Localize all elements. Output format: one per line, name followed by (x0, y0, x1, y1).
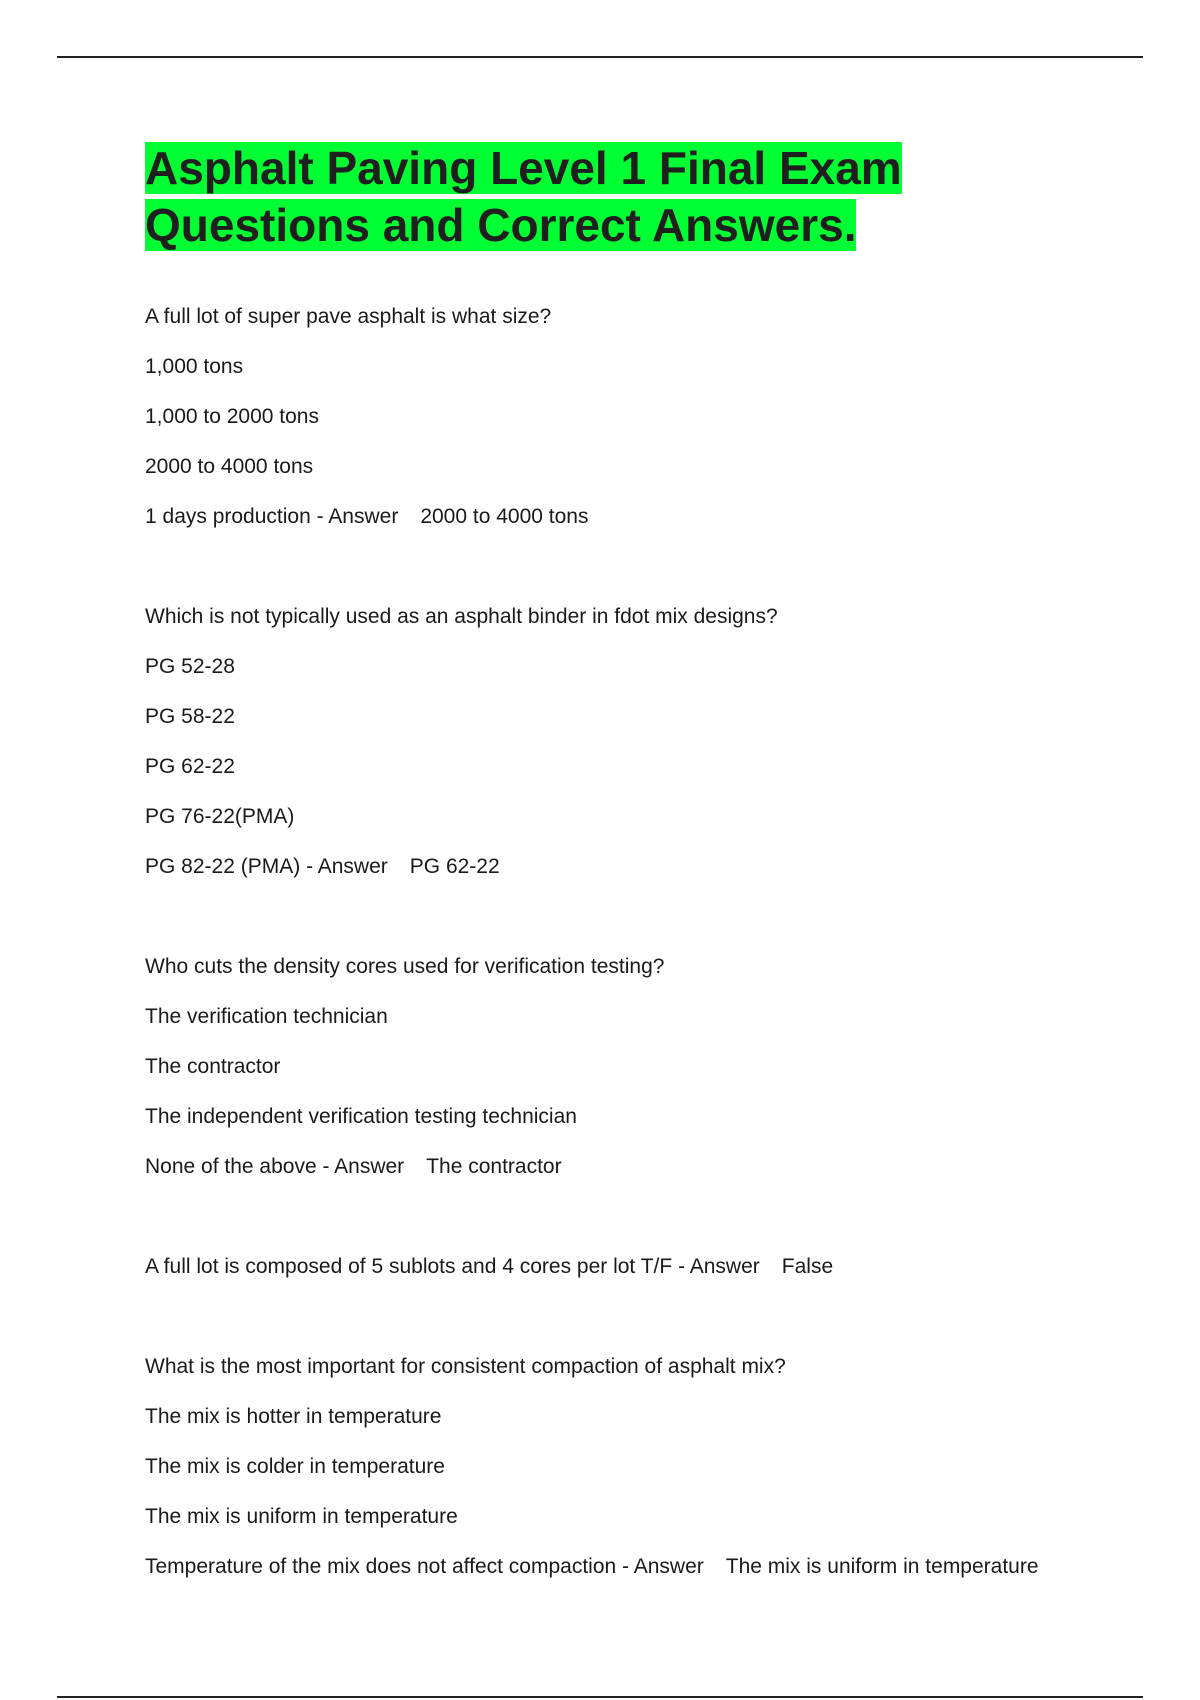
answer-text: PG 62-22 (409, 855, 500, 878)
answer-label: - Answer (678, 1255, 760, 1278)
header-rule (57, 56, 1143, 58)
question-text: A full lot of super pave asphalt is what size? (145, 305, 552, 328)
question-block-1 (145, 300, 1105, 550)
option-text: The mix is uniform in temperature (145, 1505, 458, 1528)
answer-label: - Answer (316, 505, 399, 528)
answer-text: 2000 to 4000 tons (420, 505, 589, 528)
question-text: Who cuts the density cores used for verification testing? (145, 955, 665, 978)
footer-rule (57, 1696, 1143, 1698)
option-text: PG 76-22(PMA) (145, 805, 295, 828)
option-text: The verification technician (145, 1005, 388, 1028)
document-body (145, 140, 1105, 1584)
option-text: 1 days production (145, 505, 311, 528)
question-block-5 (145, 1350, 1105, 1584)
option-text: The mix is hotter in temperature (145, 1405, 442, 1428)
answer-line (145, 1550, 1105, 1584)
option-text: PG 52-28 (145, 655, 235, 678)
option-text: None of the above (145, 1155, 317, 1178)
question-text: A full lot is composed of 5 sublots and 4 cores per lot T/F (145, 1255, 673, 1278)
answer-text: The mix is uniform in temperature (725, 1555, 1039, 1578)
option-text: PG 82-22 (PMA) (145, 855, 301, 878)
question-block-3 (145, 950, 1105, 1200)
option-text: 2000 to 4000 tons (145, 455, 314, 478)
answer-label: - Answer (322, 1155, 405, 1178)
question-block-4 (145, 1250, 1105, 1300)
question-text: What is the most important for consistent compaction of asphalt mix? (145, 1355, 786, 1378)
option-text: 1,000 to 2000 tons (145, 405, 319, 428)
answer-label: - Answer (622, 1555, 704, 1578)
option-text: The independent verification testing technician (145, 1105, 577, 1128)
answer-label: - Answer (306, 855, 388, 878)
option-text: The contractor (145, 1055, 281, 1078)
answer-line (145, 1250, 1105, 1300)
option-text: PG 62-22 (145, 755, 235, 778)
answer-line (145, 1150, 1105, 1200)
answer-text: The contractor (426, 1155, 562, 1178)
answer-text: False (781, 1255, 834, 1278)
option-text: The mix is colder in temperature (145, 1455, 445, 1478)
answer-line (145, 850, 1105, 900)
document-title (145, 140, 1105, 254)
option-text: 1,000 tons (145, 355, 244, 378)
question-text: Which is not typically used as an asphalt binder in fdot mix designs? (145, 605, 778, 628)
question-block-2 (145, 600, 1105, 900)
option-text: Temperature of the mix does not affect compaction (145, 1555, 617, 1578)
title-highlight: Asphalt Paving Level 1 Final Exam Questions and Correct Answers. (145, 142, 902, 251)
answer-line (145, 500, 1105, 550)
option-text: PG 58-22 (145, 705, 235, 728)
